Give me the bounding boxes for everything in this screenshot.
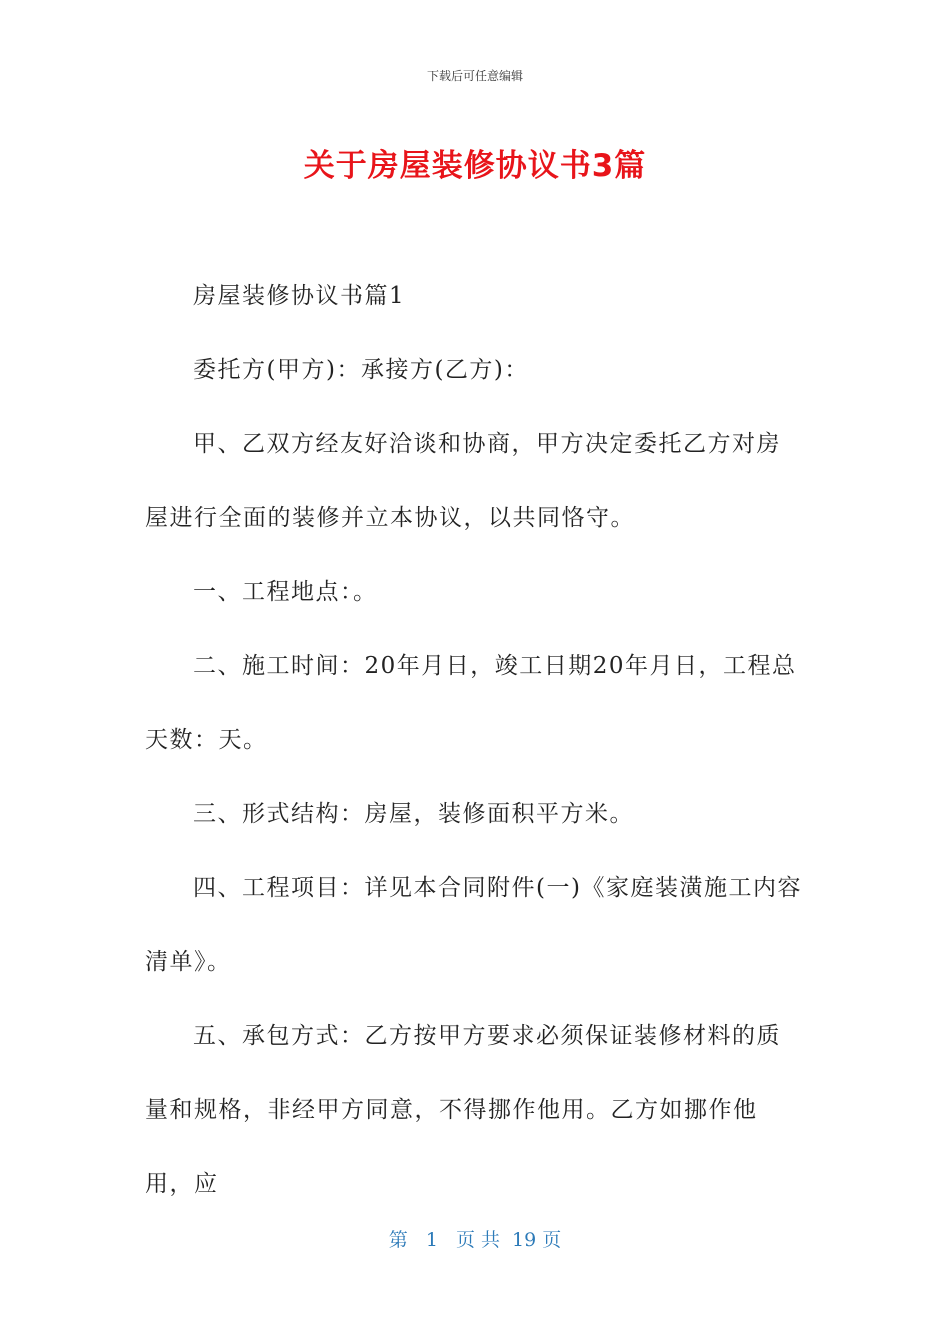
clause-structure: 三、形式结构：房屋，装修面积平方米。 xyxy=(193,801,634,827)
footer-middle: 页 共 xyxy=(455,1229,501,1251)
current-page-number: 1 xyxy=(425,1229,438,1251)
clause-schedule: 二、施工时间：20年月日，竣工日期20年月日，工程总天数：天。 xyxy=(145,653,797,753)
clause-location: 一、工程地点：。 xyxy=(193,579,378,605)
clause-project-items: 四、工程项目：详见本合同附件(一)《家庭装潢施工内容清单》。 xyxy=(145,875,802,975)
document-body xyxy=(145,259,805,1221)
footer-suffix: 页 xyxy=(542,1229,562,1251)
paragraph: 甲、乙双方经友好洽谈和协商，甲方决定委托乙方对房屋进行全面的装修并立本协议，以共同恪守。 xyxy=(145,431,781,531)
page-footer xyxy=(0,1225,950,1252)
parties-line: 委托方(甲方)：承接方(乙方)： xyxy=(193,357,529,383)
section-heading: 房屋装修协议书篇1 xyxy=(193,283,406,309)
document-title: 关于房屋装修协议书3篇 xyxy=(303,148,647,184)
clause-contract-method: 五、承包方式：乙方按甲方要求必须保证装修材料的质量和规格，非经甲方同意，不得挪作他用。乙方如挪作他用，应 xyxy=(145,1023,781,1197)
total-pages: 19 xyxy=(512,1229,537,1251)
header-note: 下载后可任意编辑 xyxy=(426,69,523,83)
footer-prefix: 第 xyxy=(388,1229,408,1251)
